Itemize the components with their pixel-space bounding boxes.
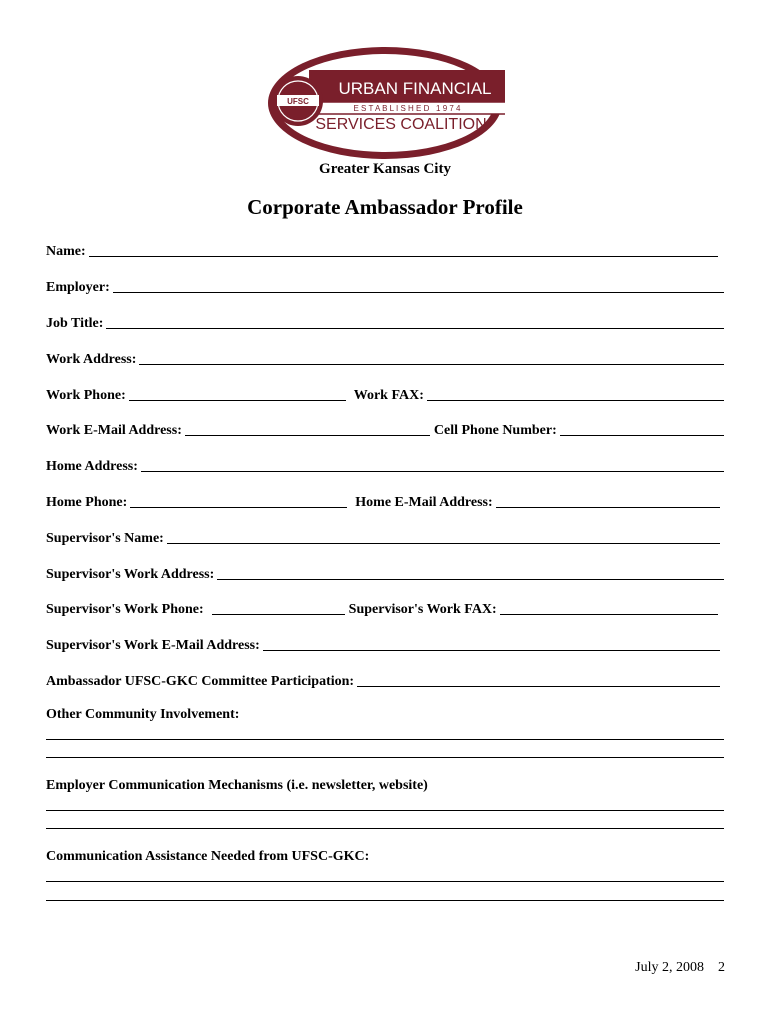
community-involvement-line-1[interactable] — [46, 739, 724, 740]
employer-label: Employer: — [46, 280, 110, 295]
community-involvement-label: Other Community Involvement: — [46, 707, 240, 722]
work-email-field[interactable] — [185, 435, 430, 436]
home-address-row — [46, 455, 724, 475]
supervisor-name-row — [46, 527, 720, 547]
job-title-field[interactable] — [106, 328, 724, 329]
ufsc-logo — [265, 44, 505, 162]
logo-line3: SERVICES COALITION — [315, 116, 487, 133]
logo-established: E S T A B L I S H E D 1 9 7 4 — [353, 104, 461, 113]
supervisor-work-fax-label: Supervisor's Work FAX: — [348, 602, 497, 617]
work-phone-row — [46, 384, 724, 404]
footer-date: July 2, 2008 — [635, 960, 704, 975]
supervisor-work-address-row — [46, 563, 724, 583]
home-phone-field[interactable] — [130, 507, 347, 508]
logo-line1: URBAN FINANCIAL — [338, 79, 492, 98]
supervisor-work-email-row — [46, 634, 720, 654]
committee-participation-label: Ambassador UFSC-GKC Committee Participation: — [46, 674, 355, 689]
supervisor-work-email-label: Supervisor's Work E-Mail Address: — [46, 638, 260, 653]
work-fax-label: Work FAX: — [353, 388, 424, 403]
communication-mechanisms-label: Employer Communication Mechanisms (i.e. newsletter, website) — [46, 778, 428, 793]
page-footer — [635, 960, 725, 976]
home-address-field[interactable] — [141, 471, 724, 472]
logo-seal-text: UFSC — [287, 97, 309, 106]
supervisor-work-phone-row — [46, 598, 718, 618]
page-number: 2 — [718, 960, 725, 975]
supervisor-work-phone-label: Supervisor's Work Phone: — [46, 602, 204, 617]
home-phone-label: Home Phone: — [46, 495, 128, 510]
home-address-label: Home Address: — [46, 459, 138, 474]
work-email-row — [46, 419, 724, 439]
home-phone-row — [46, 491, 720, 511]
home-email-label: Home E-Mail Address: — [355, 495, 493, 510]
work-phone-field[interactable] — [129, 400, 346, 401]
supervisor-name-label: Supervisor's Name: — [46, 531, 164, 546]
community-involvement-line-2[interactable] — [46, 757, 724, 758]
assistance-needed-line-1[interactable] — [46, 881, 724, 882]
assistance-needed-label: Communication Assistance Needed from UFSC-GKC: — [46, 849, 370, 864]
supervisor-work-address-label: Supervisor's Work Address: — [46, 567, 215, 582]
work-email-label: Work E-Mail Address: — [46, 423, 182, 438]
work-fax-field[interactable] — [427, 400, 724, 401]
employer-row — [46, 276, 724, 296]
job-title-label: Job Title: — [46, 316, 104, 331]
communication-mechanisms-line-2[interactable] — [46, 828, 724, 829]
supervisor-name-field[interactable] — [167, 543, 720, 544]
name-row — [46, 240, 718, 260]
name-label: Name: — [46, 244, 86, 259]
supervisor-work-phone-field[interactable] — [212, 614, 345, 615]
home-email-field[interactable] — [496, 507, 720, 508]
assistance-needed-line-2[interactable] — [46, 900, 724, 901]
work-address-row — [46, 348, 724, 368]
cell-phone-label: Cell Phone Number: — [433, 423, 557, 438]
work-address-label: Work Address: — [46, 352, 137, 367]
committee-participation-field[interactable] — [357, 686, 720, 687]
supervisor-work-email-field[interactable] — [263, 650, 720, 651]
work-address-field[interactable] — [139, 364, 724, 365]
communication-mechanisms-line-1[interactable] — [46, 810, 724, 811]
supervisor-work-address-field[interactable] — [217, 579, 724, 580]
job-title-row — [46, 312, 724, 332]
work-phone-label: Work Phone: — [46, 388, 126, 403]
employer-field[interactable] — [113, 292, 724, 293]
org-subtitle: Greater Kansas City — [319, 161, 451, 177]
committee-participation-row — [46, 670, 720, 690]
supervisor-work-fax-field[interactable] — [500, 614, 718, 615]
cell-phone-field[interactable] — [560, 435, 724, 436]
name-field[interactable] — [89, 256, 718, 257]
page-title: Corporate Ambassador Profile — [247, 195, 523, 219]
